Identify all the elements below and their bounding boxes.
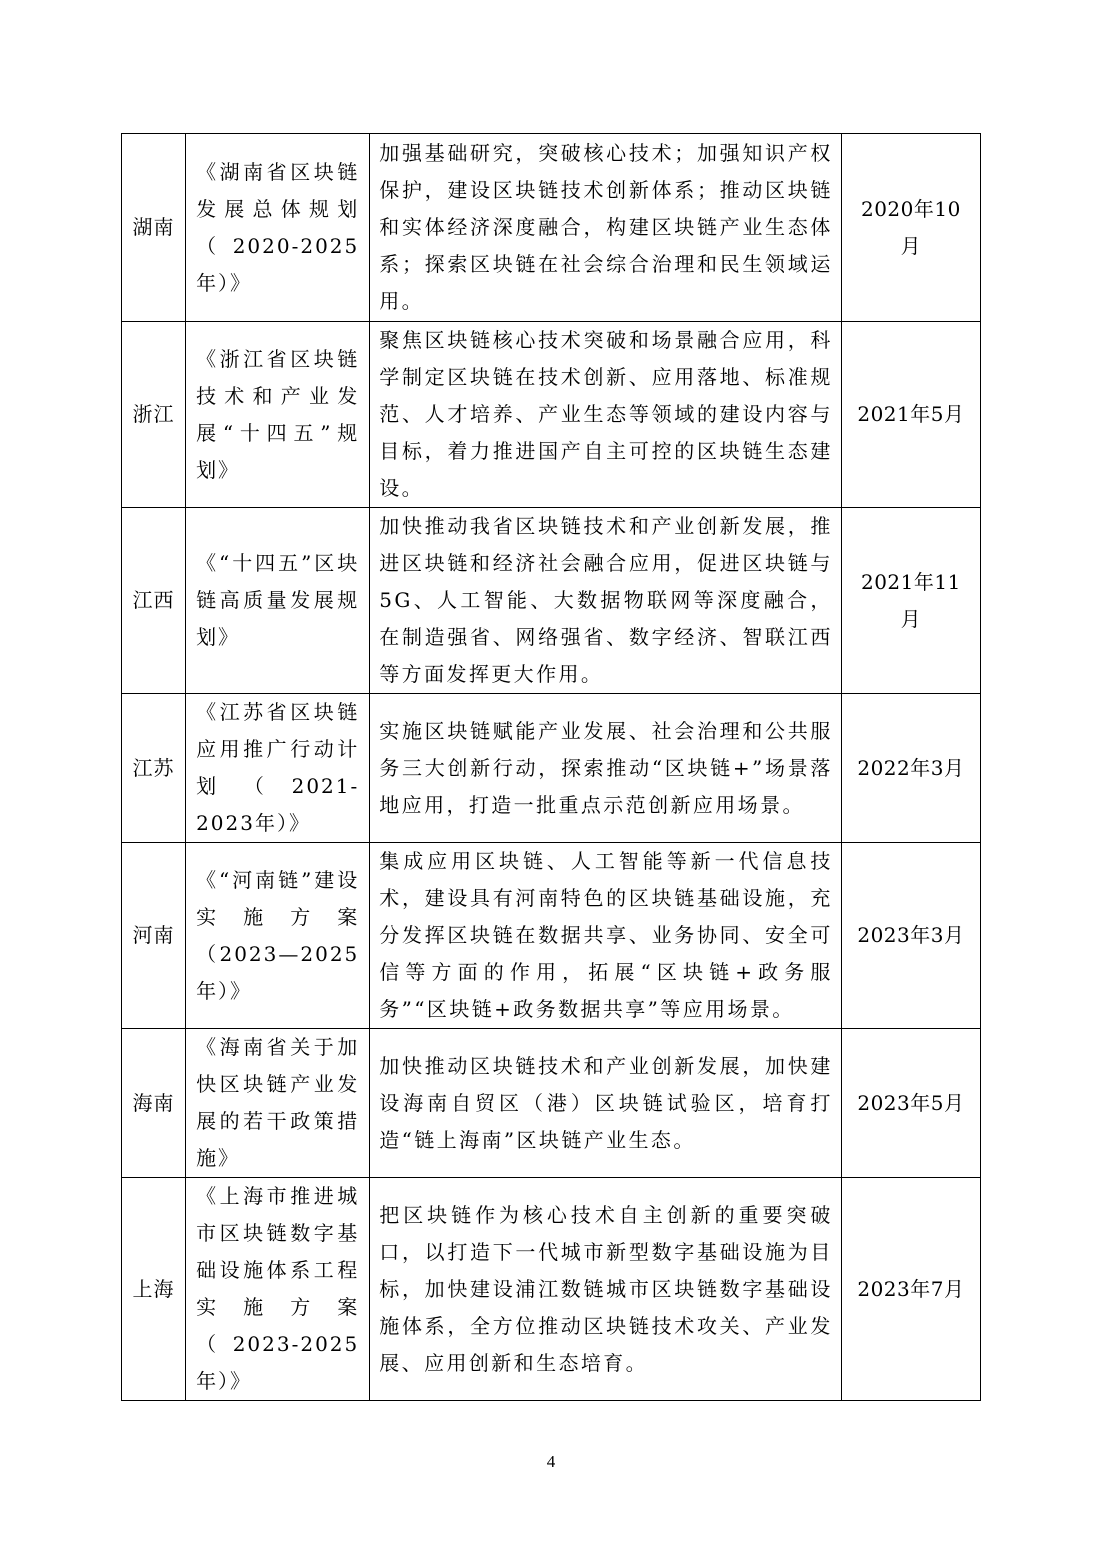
policy-content-cell: 把区块链作为核心技术自主创新的重要突破口，以打造下一代城市新型数字基础设施为目标，加快建设浦江数链城市区块链数字基础设施体系，全方位推动区块链技术攻关、产业发展、应用创新和生态培育。 [370,1178,842,1401]
policy-title-cell: 《湖南省区块链发展总体规划（2020-2025年）》 [186,134,370,322]
release-date-cell: 2021年11月 [841,508,980,694]
release-date-cell: 2022年3月 [841,694,980,843]
policy-content-cell: 聚焦区块链核心技术突破和场景融合应用，科学制定区块链在技术创新、应用落地、标准规范、人才培养、产业生态等领域的建设内容与目标，着力推进国产自主可控的区块链生态建设。 [370,322,842,508]
policy-content-cell: 实施区块链赋能产业发展、社会治理和公共服务三大创新行动，探索推动“区块链+”场景落地应用，打造一批重点示范创新应用场景。 [370,694,842,843]
table-row [122,134,981,322]
region-cell: 湖南 [122,134,186,322]
page-number: 4 [546,1452,556,1471]
policy-content-cell: 加快推动区块链技术和产业创新发展，加快建设海南自贸区（港）区块链试验区，培育打造“链上海南”区块链产业生态。 [370,1029,842,1178]
table-row [122,1029,981,1178]
policy-title-cell: 《“十四五”区块链高质量发展规划》 [186,508,370,694]
release-date-cell: 2023年3月 [841,843,980,1029]
region-cell: 浙江 [122,322,186,508]
region-cell: 江苏 [122,694,186,843]
policy-content-cell: 加强基础研究，突破核心技术；加强知识产权保护，建设区块链技术创新体系；推动区块链和实体经济深度融合，构建区块链产业生态体系；探索区块链在社会综合治理和民生领域运用。 [370,134,842,322]
release-date-cell: 2023年5月 [841,1029,980,1178]
policy-title-cell: 《“河南链”建设实施方案（2023—2025年）》 [186,843,370,1029]
table-row [122,322,981,508]
policy-title-cell: 《海南省关于加快区块链产业发展的若干政策措施》 [186,1029,370,1178]
table-row [122,508,981,694]
policy-content-cell: 加快推动我省区块链技术和产业创新发展，推进区块链和经济社会融合应用，促进区块链与5G、人工智能、大数据物联网等深度融合，在制造强省、网络强省、数字经济、智联江西等方面发挥更大作用。 [370,508,842,694]
table-row [122,1178,981,1401]
region-cell: 上海 [122,1178,186,1401]
region-cell: 河南 [122,843,186,1029]
region-cell: 江西 [122,508,186,694]
policy-content-cell: 集成应用区块链、人工智能等新一代信息技术，建设具有河南特色的区块链基础设施，充分发挥区块链在数据共享、业务协同、安全可信等方面的作用，拓展“区块链+政务服务”“区块链+政务数据共享”等应用场景。 [370,843,842,1029]
policy-title-cell: 《江苏省区块链应用推广行动计划（2021-2023年）》 [186,694,370,843]
policy-title-cell: 《上海市推进城市区块链数字基础设施体系工程实施方案（2023-2025年）》 [186,1178,370,1401]
release-date-cell: 2020年10月 [841,134,980,322]
release-date-cell: 2021年5月 [841,322,980,508]
table-row [122,843,981,1029]
region-cell: 海南 [122,1029,186,1178]
table-row [122,694,981,843]
policy-title-cell: 《浙江省区块链技术和产业发展“十四五”规划》 [186,322,370,508]
policy-table [121,133,981,1401]
release-date-cell: 2023年7月 [841,1178,980,1401]
